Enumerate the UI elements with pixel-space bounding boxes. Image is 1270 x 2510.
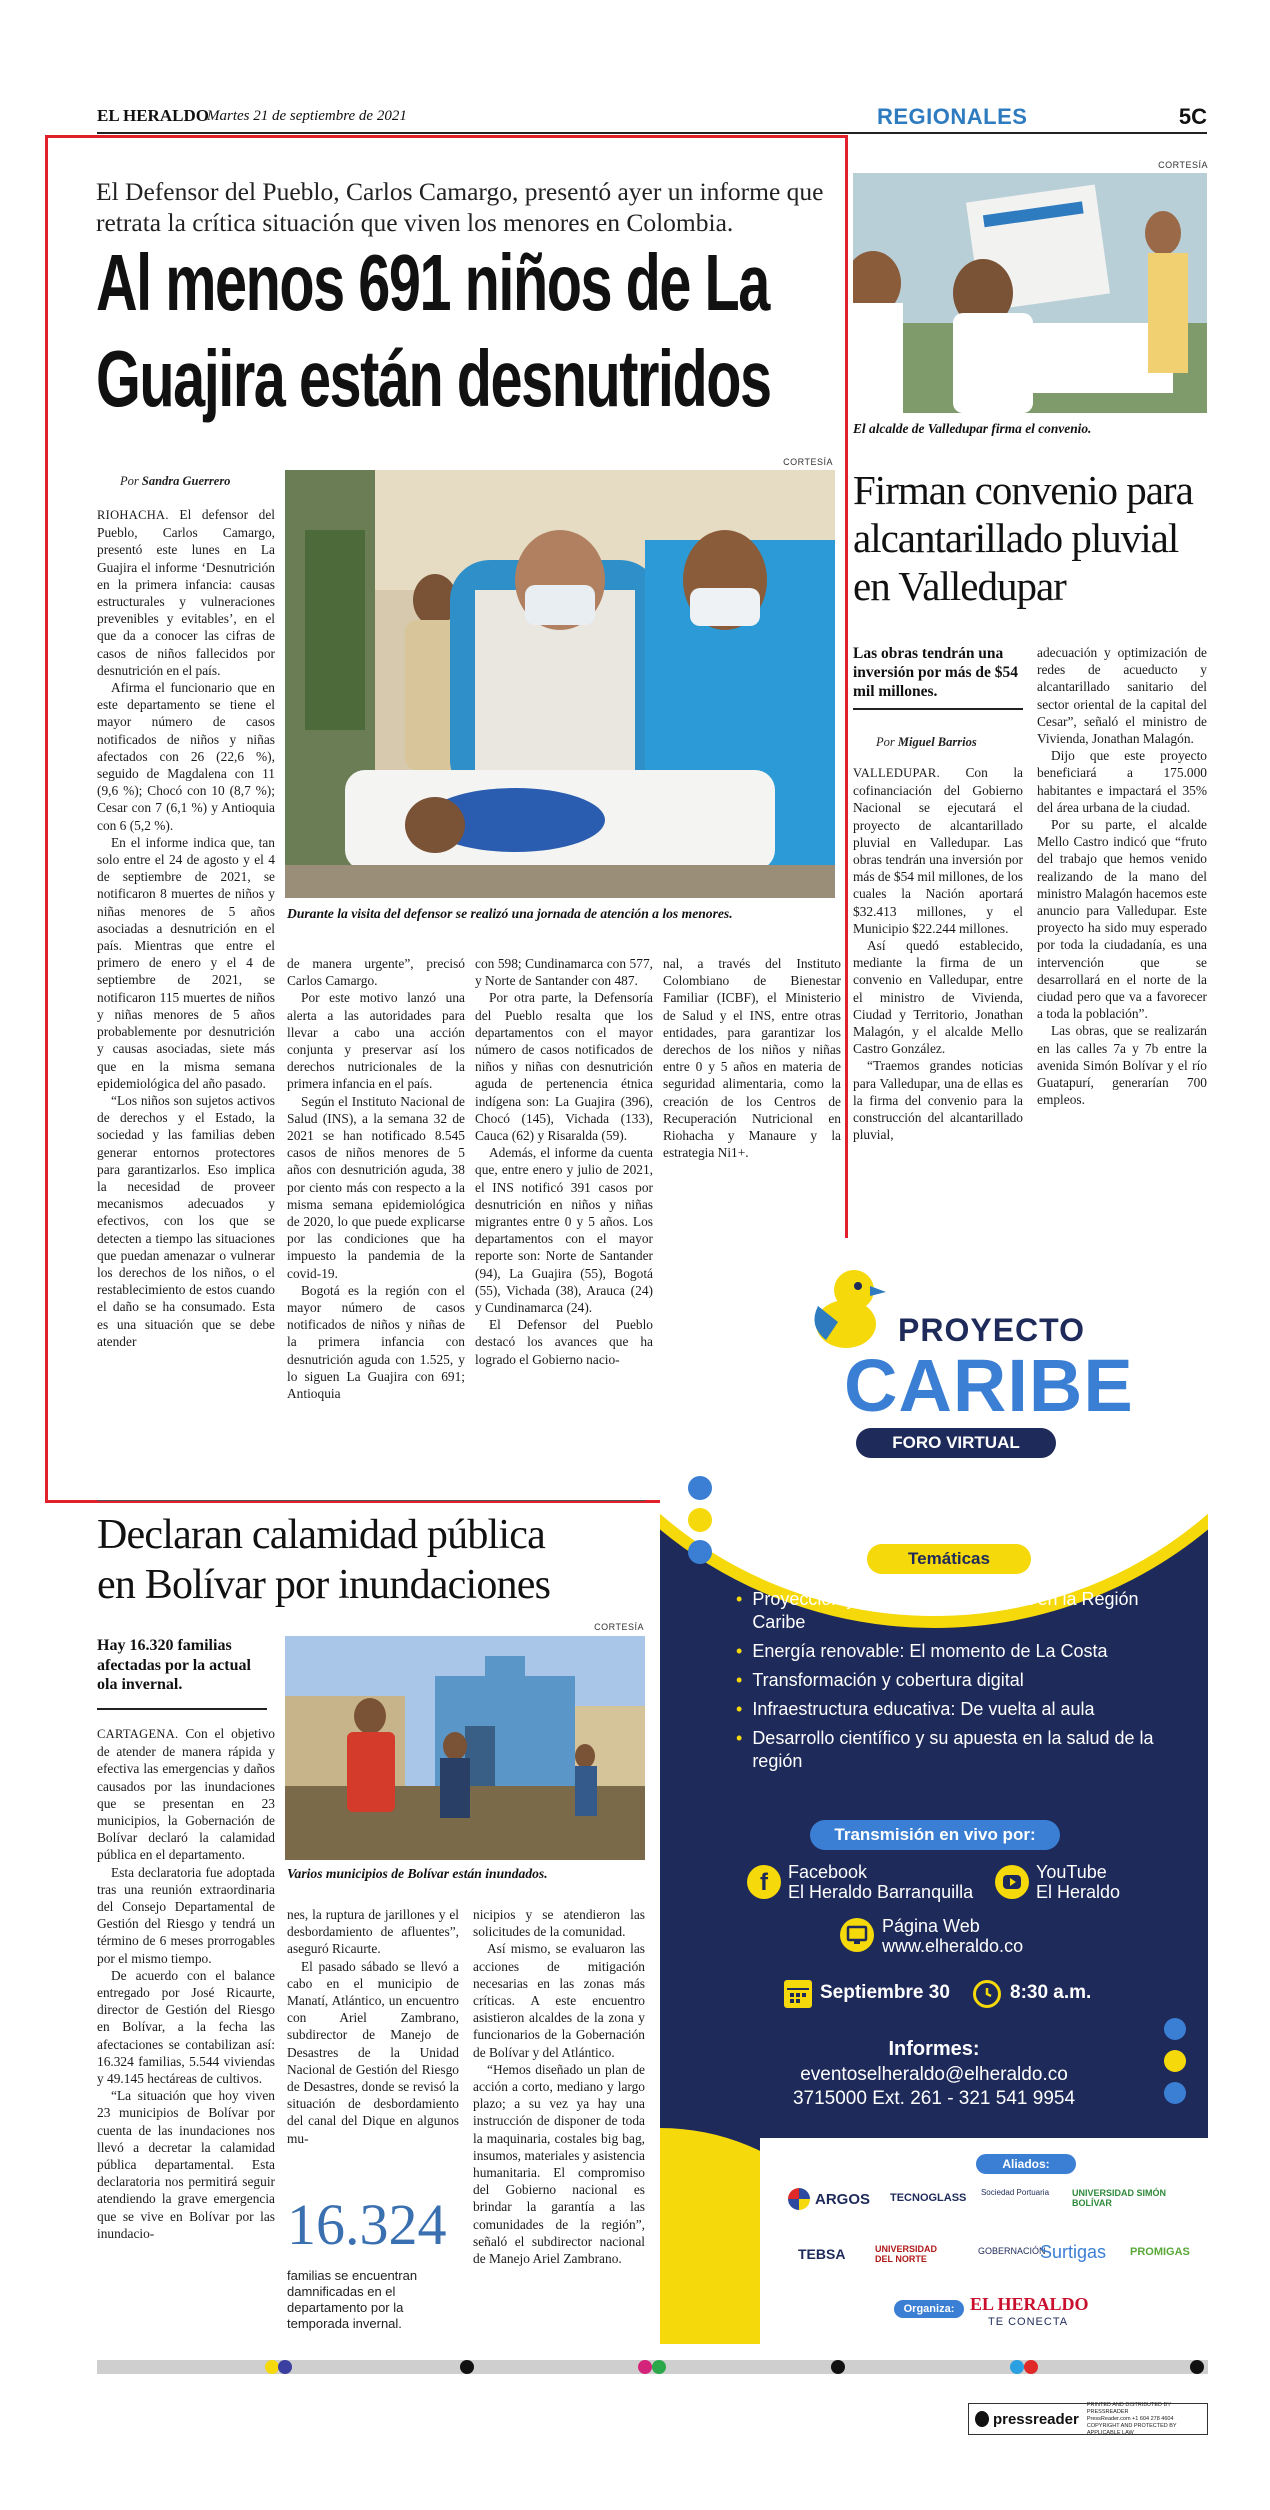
bottom-col-1 bbox=[97, 1725, 275, 2242]
bottom-summary: Hay 16.320 familias afectadas por la actual ola invernal. bbox=[97, 1637, 251, 1693]
clock-icon bbox=[973, 1980, 1001, 2008]
bottom-headline-line1: Declaran calamidad pública bbox=[97, 1512, 545, 1558]
proyecto-caribe-ad[interactable] bbox=[660, 1238, 1208, 2344]
calendar-icon bbox=[784, 1980, 812, 2008]
main-col2-para3: Según el Instituto Nacional de Salud (INS), a la semana 32 de 2021 se han notificado 8.545 casos de niños menores de 5 años con desnutrición aguda, 38 por ciento más con respecto a la misma semana epidemiológica de 2020, lo que puede explicarse por las condiciones que ha impuesto la pandemia de la covid-19. bbox=[287, 1093, 465, 1281]
side-col2-para2: Dijo que este proyecto beneficiará a 175.000 habitantes e impactará el 35% del área urbana de la ciudad. bbox=[1037, 748, 1207, 815]
brand-name: EL HERALDO bbox=[97, 106, 209, 125]
ad-email[interactable]: eventoselheraldo@elheraldo.co bbox=[800, 2064, 1068, 2085]
pressreader-badge[interactable] bbox=[968, 2403, 1208, 2435]
ad-time: 8:30 a.m. bbox=[1010, 1982, 1092, 2003]
bottom-headline-line2: en Bolívar por inundaciones bbox=[97, 1562, 551, 1608]
ad-aliados-label: Aliados: bbox=[976, 2154, 1076, 2174]
side-byline-author: Miguel Barrios bbox=[897, 735, 977, 749]
header-rule bbox=[97, 132, 1207, 134]
main-col-2 bbox=[287, 955, 465, 1402]
side-col-2 bbox=[1037, 644, 1207, 1108]
main-col2-para4: Bogotá es la región con el mayor número de casos notificados de niños y niñas de la primera infancia con desnutrición aguda con 1.525, y lo siguen La Guajira con 691; Antioquia bbox=[287, 1282, 465, 1402]
main-photo-credit: CORTESÍA bbox=[783, 457, 833, 467]
bottom-col1-para3: De acuerdo con el balance entregado por José Ricaurte, director de Gestión del Riesgo en Bolívar, a la fecha las afectaciones se contabilizan así: 16.324 familias, 5.544 viviendas y 49.145 hectáreas de cultivos. bbox=[97, 1967, 275, 2087]
bottom-big-number: 16.324 bbox=[287, 2192, 447, 2257]
ad-organizer: EL HERALDO bbox=[970, 2294, 1089, 2314]
ad-topic-item: • Energía renovable: El momento de La Costa bbox=[736, 1641, 1108, 1661]
pressreader-line2: PressReader.com +1 604 278 4604 bbox=[1086, 2415, 1174, 2422]
sponsor-sociedad-portuaria: Sociedad Portuaria bbox=[980, 2188, 1050, 2197]
sponsor-universidad-simon-bolivar: UNIVERSIDAD SIMÓN BOLÍVAR bbox=[1072, 2188, 1167, 2208]
side-col1-para2: Así quedó establecido, mediante la firma de un convenio en Valledupar, entre el ministro de Vivienda, Ciudad y Territorio, Jonathan Malagón, y el alcalde Mello Castro González. bbox=[853, 938, 1023, 1057]
bottom-col2-para1: nes, la ruptura de jarillones y el desbordamiento de afluentes”, aseguró Ricaurte. bbox=[287, 1907, 459, 1957]
side-col2-para4: Las obras, que se realizarán en las calles 7a y 7b entre la avenida Simón Bolívar y el río Guatapurí, generarían 700 empleos. bbox=[1037, 1023, 1207, 1108]
ad-organiza-label: Organiza: bbox=[894, 2300, 964, 2318]
side-photo-caption: El alcalde de Valledupar firma el convenio. bbox=[853, 421, 1092, 436]
ad-topic-item: • Transformación y cobertura digital bbox=[736, 1670, 1024, 1690]
section-name: REGIONALES bbox=[877, 104, 1028, 129]
ad-dot-3 bbox=[688, 1540, 712, 1564]
bottom-col3-para3: “Hemos diseñado un plan de acción a corto, mediano y largo plazo; a su vez ya hay una instrucción de disponer de toda la maquinaria, costales big bag, insumos, materiales y asistencia humanitaria. El compromiso del Gobierno nacional es brindar la garantía a las comunidades de la región”, señaló el subdirector nacional de Manejo Ariel Zambrano. bbox=[473, 2061, 645, 2267]
page-number: 5C bbox=[1178, 104, 1207, 129]
pressreader-line1: PRINTED AND DISTRIBUTED BY PRESSREADER bbox=[1086, 2401, 1171, 2415]
main-photo bbox=[285, 470, 835, 898]
main-headline-line2: Guajira están desnutridos bbox=[96, 334, 771, 423]
side-summary-rule bbox=[853, 708, 1023, 710]
main-byline-prefix: Por bbox=[120, 474, 139, 488]
bottom-col1-para2: Esta declaratoria fue adoptada tras una reunión extraordinaria del Consejo Departamental de Gestión del Riesgo y tendrá un término de 6 meses prorrogables por el mismo tiempo. bbox=[97, 1864, 275, 1966]
ad-web-label: Página Web bbox=[882, 1916, 980, 1936]
main-headline-line1: Al menos 691 niños de La bbox=[96, 238, 769, 327]
side-byline bbox=[876, 735, 977, 750]
sponsor-gobernacion: GOBERNACIÓN bbox=[978, 2246, 1046, 2256]
ad-web[interactable] bbox=[882, 1916, 1023, 1956]
main-col-3 bbox=[475, 955, 653, 1368]
ad-youtube-value: El Heraldo bbox=[1036, 1882, 1121, 1902]
main-col4-para1: nal, a través del Instituto Colombiano de Bienestar Familiar (ICBF), el Ministerio de Salud y el INS, entre otras entidades, para garantizar los derechos de los niños y niñas entre 0 y 5 años en materia de seguridad alimentaria, como la creación de los Centros de Recuperación Nutricional en Riohacha y Manaure y la estrategia Ni1+. bbox=[663, 956, 841, 1161]
facebook-icon: f bbox=[747, 1865, 781, 1899]
ad-dot-2 bbox=[688, 1508, 712, 1532]
ad-dot-4 bbox=[1164, 2018, 1186, 2040]
ad-date: Septiembre 30 bbox=[820, 1982, 950, 2003]
main-col2-para2: Por este motivo lanzó una alerta a las autoridades para llevar a cabo una acción conjunta y preservar así los derechos nutricionales de la primera infancia en el país. bbox=[287, 990, 465, 1092]
side-col2-para1: adecuación y optimización de redes de acueducto y alcantarillado sanitario del sector oriental de la capital del Cesar”, señaló el ministro de Vivienda, Jonathan Malagón. bbox=[1037, 645, 1207, 747]
main-col1-para3: En el informe indica que, tan solo entre el 24 de agosto y el 4 de septiembre de 2021, se notificaron 8 muertes de niños y niñas menores de 5 años asociadas a desnutrición en el país. Mientras que entre el primero de enero y el 4 de septiembre de 2021, se notificaron 115 muertes de niños y niñas menores de 5 años probablemente por desnutrición y causas asociadas, siete más que en la misma semana epidemiológica del año pasado. bbox=[97, 834, 275, 1091]
main-deck: El Defensor del Pueblo, Carlos Camargo, presentó ayer un informe que retrata la crítica situación que viven los menores en Colombia. bbox=[96, 177, 824, 237]
main-col3-para2: Por otra parte, la Defensoría del Pueblo resalta que los departamentos con el mayor número de casos notificados de niños y niñas con desnutrición aguda de pertenencia étnica indígena son: La Guajira (396), Chocó (145), Vichada (133), Cauca (62) y Risaralda (59). bbox=[475, 990, 653, 1144]
bottom-headline bbox=[97, 1510, 657, 1610]
side-col1-para1: VALLEDUPAR. Con la cofinanciación del Gobierno Nacional se ejecutará el proyecto de alcantarillado pluvial en Valledupar. Las obras tendrán una inversión por más de $54 mil millones, de los cuales la Nación aportará $32.413 millones, y el Municipio $22.244 millones. bbox=[853, 765, 1023, 936]
ad-informes-label: Informes: bbox=[888, 2038, 980, 2060]
ad-title-top: PROYECTO bbox=[898, 1312, 1085, 1348]
main-col1-para2: Afirma el funcionario que en este departamento se tiene el mayor número de casos notificados de niños y niñas afectados con 26 (22,6 %), seguido de Magdalena con 11 (9,6 %); Chocó con 10 (8,7 %); Cesar con 7 (6,1 %) y Antioquia con 6 (5,2 %). bbox=[97, 680, 275, 833]
main-dateline: RIOHACHA. bbox=[97, 508, 169, 522]
ad-dot-1 bbox=[688, 1476, 712, 1500]
main-headline bbox=[96, 240, 856, 440]
ad-youtube[interactable] bbox=[1036, 1862, 1120, 1902]
bottom-photo-credit: CORTESÍA bbox=[594, 1622, 644, 1632]
bottom-col3-para2: Así mismo, se evaluaron las acciones de mitigación necesarias en las zonas más críticas. A este encuentro asistieron alcaldes de la zona y funcionarios de la Gobernación de Bolívar y del Atlántico. bbox=[473, 1941, 645, 2060]
bird-logo-icon bbox=[808, 1266, 888, 1352]
argos-logo-icon bbox=[788, 2188, 810, 2210]
bottom-col3-para1: nicipios y se atendieron las solicitudes de la comunidad. bbox=[473, 1907, 645, 1940]
ad-web-value: www.elheraldo.co bbox=[882, 1936, 1024, 1956]
sponsor-tebsa: TEBSA bbox=[798, 2246, 846, 2262]
bottom-col-2 bbox=[287, 1906, 459, 2147]
bottom-big-number-caption: familias se encuentran damnificadas en el departamento por la temporada invernal. bbox=[287, 2268, 418, 2331]
main-col3-para3: Además, el informe da cuenta que, entre enero y julio de 2021, el INS notificó 391 casos por desnutrición en niños y niñas migrantes entre 0 y 5 años. Los departamentos con el mayor reporte son: Norte de Santander (94), La Guajira (55), Bogotá (55), Vichada (38), Arauca (24) y Cundinamarca (24). bbox=[475, 1145, 653, 1316]
side-col1-para3: “Traemos grandes noticias para Valledupar, una de ellas es la firma del convenio para la construcción del alcantarillado pluvial, bbox=[853, 1058, 1023, 1143]
bottom-col-3 bbox=[473, 1906, 645, 2267]
pressreader-name: pressreader bbox=[992, 2410, 1079, 2428]
ad-topic-list bbox=[736, 1588, 1156, 1779]
bottom-dateline: CARTAGENA. bbox=[97, 1727, 179, 1741]
side-dateline: VALLEDUPAR. bbox=[853, 766, 940, 780]
side-headline: Firman convenio para alcantarillado pluvial en Valledupar bbox=[853, 467, 1193, 609]
sponsor-tecnoglass: TECNOGLASS bbox=[890, 2192, 967, 2204]
ad-facebook[interactable] bbox=[788, 1862, 973, 1902]
ad-facebook-value: El Heraldo Barranquilla bbox=[788, 1882, 974, 1902]
bottom-col2-para2: El pasado sábado se llevó a cabo en el municipio de Manatí, Atlántico, un encuentro con Ariel Zambrano, subdirector de Manejo de Desastres de la Unidad Nacional de Gestión del Riesgo de Desastres, donde se revisó la situación de desbordamiento del canal del Dique en algunos mu- bbox=[287, 1958, 459, 2146]
issue-date: Martes 21 de septiembre de 2021 bbox=[207, 108, 407, 124]
side-byline-prefix: Por bbox=[876, 735, 895, 749]
side-col2-para3: Por su parte, el alcalde Mello Castro indicó que “fruto del trabajo que hemos venido realizando de la mano del ministro Malagón hacemos este anuncio para Valledupar. Este proyecto ha sido muy esperado por toda la ciudadanía, es una intervención que se desarrollará en el norte de la ciudad pero que va a favorecer a toda la población”. bbox=[1037, 817, 1207, 1022]
bottom-col1-para4: “La situación que hoy viven 23 municipios de Bolívar por cuenta de las inundaciones nos llevó a decretar la calamidad pública departamental. Esta declaratoria nos permitirá seguir atendiendo la grave emergencia que se vive en Bolívar por las inundacio- bbox=[97, 2088, 275, 2241]
main-byline-author: Sandra Guerrero bbox=[141, 474, 231, 488]
main-col-1 bbox=[97, 506, 275, 1350]
main-col3-para4: El Defensor del Pueblo destacó los avances que ha logrado el Gobierno nacio- bbox=[475, 1317, 653, 1367]
bottom-summary-rule bbox=[97, 1708, 267, 1710]
side-photo-credit: CORTESÍA bbox=[1158, 160, 1208, 170]
main-photo-illustration bbox=[285, 470, 835, 898]
side-summary: Las obras tendrán una inversión por más de $54 mil millones. bbox=[853, 645, 1019, 700]
ad-facebook-label: Facebook bbox=[788, 1862, 868, 1882]
youtube-icon bbox=[995, 1865, 1029, 1899]
ad-tematicas-label: Temáticas bbox=[867, 1544, 1031, 1574]
bottom-photo bbox=[285, 1636, 645, 1860]
sponsor-promigas: PROMIGAS bbox=[1130, 2246, 1190, 2258]
pressreader-fineprint bbox=[1087, 2402, 1207, 2437]
main-col3-para1: con 598; Cundinamarca con 577, y Norte de Santander con 487. bbox=[475, 956, 653, 989]
pressreader-logo-icon bbox=[975, 2411, 989, 2427]
side-col-1 bbox=[853, 764, 1023, 1143]
ad-youtube-label: YouTube bbox=[1036, 1862, 1107, 1882]
ad-title-main: CARIBE bbox=[844, 1344, 1134, 1427]
main-byline bbox=[120, 474, 230, 489]
main-col1-para4: “Los niños son sujetos activos de derechos y el Estado, la sociedad y las familias deben generar entornos protectores para garantizarlos. Eso implica la necesidad de proveer mecanismos adecuados y efectivos, con los que se detecten a tiempo las situaciones que puedan amenazar o vulnerar los derechos de los niños, o el restablecimiento de estos cuando el daño se ha consumado. Esta es una situación que se debe atender bbox=[97, 1092, 275, 1349]
sponsor-universidad-del-norte: UNIVERSIDAD DEL NORTE bbox=[875, 2244, 938, 2264]
bottom-col1-para1: CARTAGENA. Con el objetivo de atender de manera rápida y efectiva las emergencias y daños causados por las inundaciones que se presentan en 23 municipios, la Gobernación de Bolívar declaró la calamidad pública en el departamento. bbox=[97, 1726, 275, 1863]
ad-transmision-label: Transmisión en vivo por: bbox=[810, 1820, 1060, 1850]
bottom-top-rule bbox=[97, 1500, 645, 1501]
main-col-4 bbox=[663, 955, 841, 1161]
ad-topic-item: • Desarrollo científico y su apuesta en la salud de la región bbox=[736, 1728, 1154, 1771]
main-col1-para1: RIOHACHA. El defensor del Pueblo, Carlos Camargo, presentó este lunes en La Guajira el informe ‘Desnutrición en la primera infancia: causas estructurales y vulneraciones prevenibles y evitables’, en el que da a conocer las cifras de casos de niños fallecidos por desnutrición en el país. bbox=[97, 507, 275, 678]
main-col2-para1: de manera urgente”, precisó Carlos Camargo. bbox=[287, 956, 465, 989]
page-header bbox=[97, 104, 1207, 134]
ad-organizer-tagline: TE CONECTA bbox=[988, 2316, 1069, 2328]
ad-topic-item: • Proyección y cobertura de vivienda en la Región Caribe bbox=[736, 1589, 1139, 1632]
sponsor-surtigas: Surtigas bbox=[1040, 2242, 1107, 2262]
side-photo bbox=[853, 173, 1207, 413]
ad-phone: 3715000 Ext. 261 - 321 541 9954 bbox=[792, 2088, 1076, 2109]
registration-dots bbox=[97, 2360, 1208, 2374]
pressreader-line3: COPYRIGHT AND PROTECTED BY APPLICABLE LAW bbox=[1086, 2422, 1177, 2436]
sponsor-argos: ARGOS bbox=[788, 2188, 870, 2210]
side-photo-illustration bbox=[853, 173, 1207, 413]
ad-subtitle: FORO VIRTUAL bbox=[856, 1428, 1056, 1458]
web-icon bbox=[840, 1918, 874, 1952]
bottom-photo-illustration bbox=[285, 1636, 645, 1860]
main-photo-caption: Durante la visita del defensor se realizó una jornada de atención a los menores. bbox=[287, 906, 733, 921]
ad-topic-item: • Infraestructura educativa: De vuelta al aula bbox=[736, 1699, 1095, 1719]
bottom-photo-caption: Varios municipios de Bolívar están inundados. bbox=[287, 1866, 548, 1881]
